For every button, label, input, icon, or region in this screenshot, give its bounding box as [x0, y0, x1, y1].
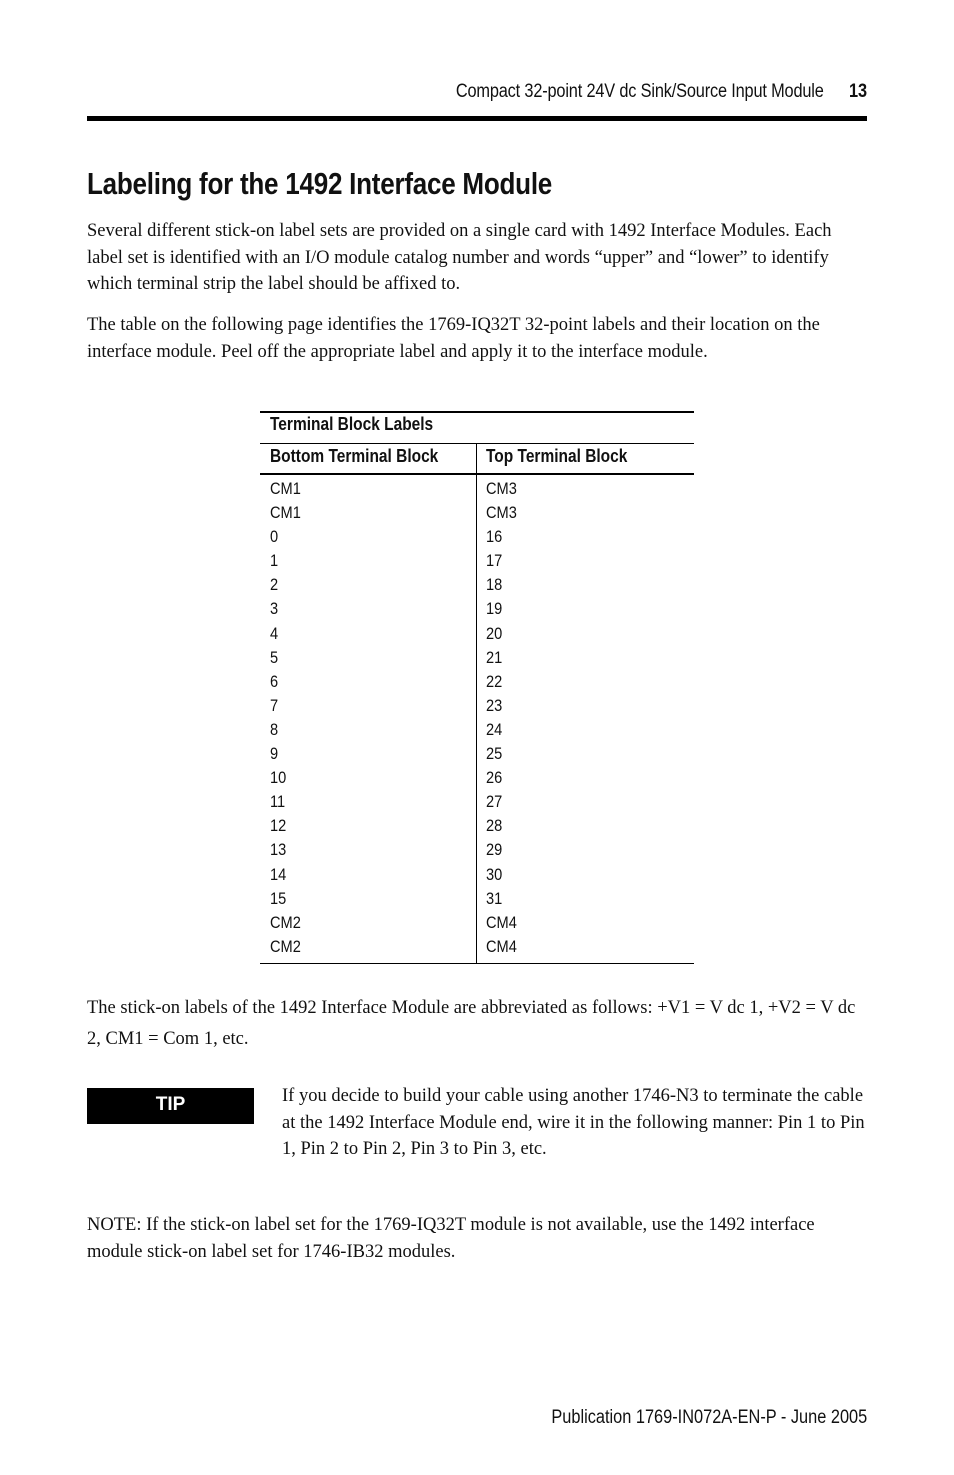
- table-cell: 29: [486, 840, 503, 860]
- table-cell: 8: [270, 719, 279, 739]
- publication-footer: Publication 1769-IN072A-EN-P - June 2005: [551, 1407, 867, 1428]
- table-cell: 19: [486, 599, 503, 619]
- table-cell: 18: [486, 575, 503, 595]
- table-cell: CM2: [270, 936, 301, 956]
- column-header-bottom: Bottom Terminal Block: [270, 446, 439, 466]
- table-cell: 22: [486, 671, 503, 691]
- table-cell: 13: [270, 840, 287, 860]
- table-title: Terminal Block Labels: [270, 414, 434, 434]
- page-number: 13: [848, 81, 867, 102]
- running-title: Compact 32-point 24V dc Sink/Source Input Module: [456, 81, 824, 102]
- abbreviation-paragraph: The stick-on labels of the 1492 Interface Module are abbreviated as follows: +V1 = V dc 1, +V2 = V dc 2, CM1 = Com 1, etc.: [87, 998, 856, 1049]
- table-cell: CM3: [486, 503, 517, 523]
- table-cell: 12: [270, 816, 287, 836]
- table-cell: CM2: [270, 912, 301, 932]
- intro-paragraph: Several different stick-on label sets are provided on a single card with 1492 Interface Modules. Each label set is identified with an I/O module catalog number and words “upper” and “lower” to identify which terminal strip the label should be affixed to.: [87, 221, 832, 294]
- table-bottom-rule: [260, 963, 694, 964]
- note-paragraph: NOTE: If the stick-on label set for the 1769-IQ32T module is not available, use the 1492 interface module stick-on label set for 1746-IB32 modules.: [87, 1215, 815, 1262]
- table-cell: 14: [270, 864, 287, 884]
- table-cell: 21: [486, 647, 503, 667]
- table-cell: 30: [486, 864, 503, 884]
- table-cell: 10: [270, 768, 287, 788]
- table-cell: 15: [270, 888, 287, 908]
- table-cell: 11: [270, 792, 286, 812]
- table-cell: 1: [270, 551, 279, 571]
- tip-badge: [87, 1088, 254, 1124]
- section-title: Labeling for the 1492 Interface Module: [87, 166, 553, 201]
- table-cell: 6: [270, 671, 279, 691]
- table-cell: CM1: [270, 479, 301, 498]
- table-cell: CM4: [486, 912, 517, 932]
- tip-label: TIP: [155, 1094, 186, 1115]
- table-header-rule: [260, 473, 694, 475]
- table-cell: 2: [270, 575, 279, 595]
- header-rule: [87, 116, 867, 121]
- table-reference-paragraph: The table on the following page identifies the 1769-IQ32T 32-point labels and their location on the interface module. Peel off the appropriate label and apply it to the interface module.: [87, 315, 820, 362]
- table-cell: 17: [486, 551, 503, 571]
- table-title-rule: [260, 443, 694, 444]
- table-top-rule: [260, 411, 694, 413]
- top-terminal-column: [486, 477, 522, 959]
- table-cell: CM1: [270, 503, 301, 523]
- table-cell: 5: [270, 647, 279, 667]
- table-cell: 31: [486, 888, 503, 908]
- table-column-divider: [476, 443, 477, 963]
- table-cell: 4: [270, 623, 279, 643]
- table-cell: 28: [486, 816, 503, 836]
- table-cell: 25: [486, 744, 503, 764]
- table-cell: 3: [270, 599, 279, 619]
- table-cell: 26: [486, 768, 503, 788]
- bottom-terminal-column: [270, 477, 306, 959]
- table-cell: 0: [270, 527, 279, 547]
- table-cell: 7: [270, 695, 279, 715]
- table-cell: CM3: [486, 479, 517, 498]
- tip-text: If you decide to build your cable using another 1746-N3 to terminate the cable at the 1492 Interface Module end, wire it in the following manner: Pin 1 to Pin 1, Pin 2 to Pin 2, Pin 3 to Pin 3, etc.: [282, 1086, 865, 1159]
- table-cell: 20: [486, 623, 503, 643]
- table-cell: 24: [486, 719, 503, 739]
- table-cell: CM4: [486, 936, 517, 956]
- table-cell: 23: [486, 695, 503, 715]
- table-cell: 9: [270, 744, 279, 764]
- table-cell: 27: [486, 792, 503, 812]
- table-cell: 16: [486, 527, 503, 547]
- column-header-top: Top Terminal Block: [486, 446, 628, 466]
